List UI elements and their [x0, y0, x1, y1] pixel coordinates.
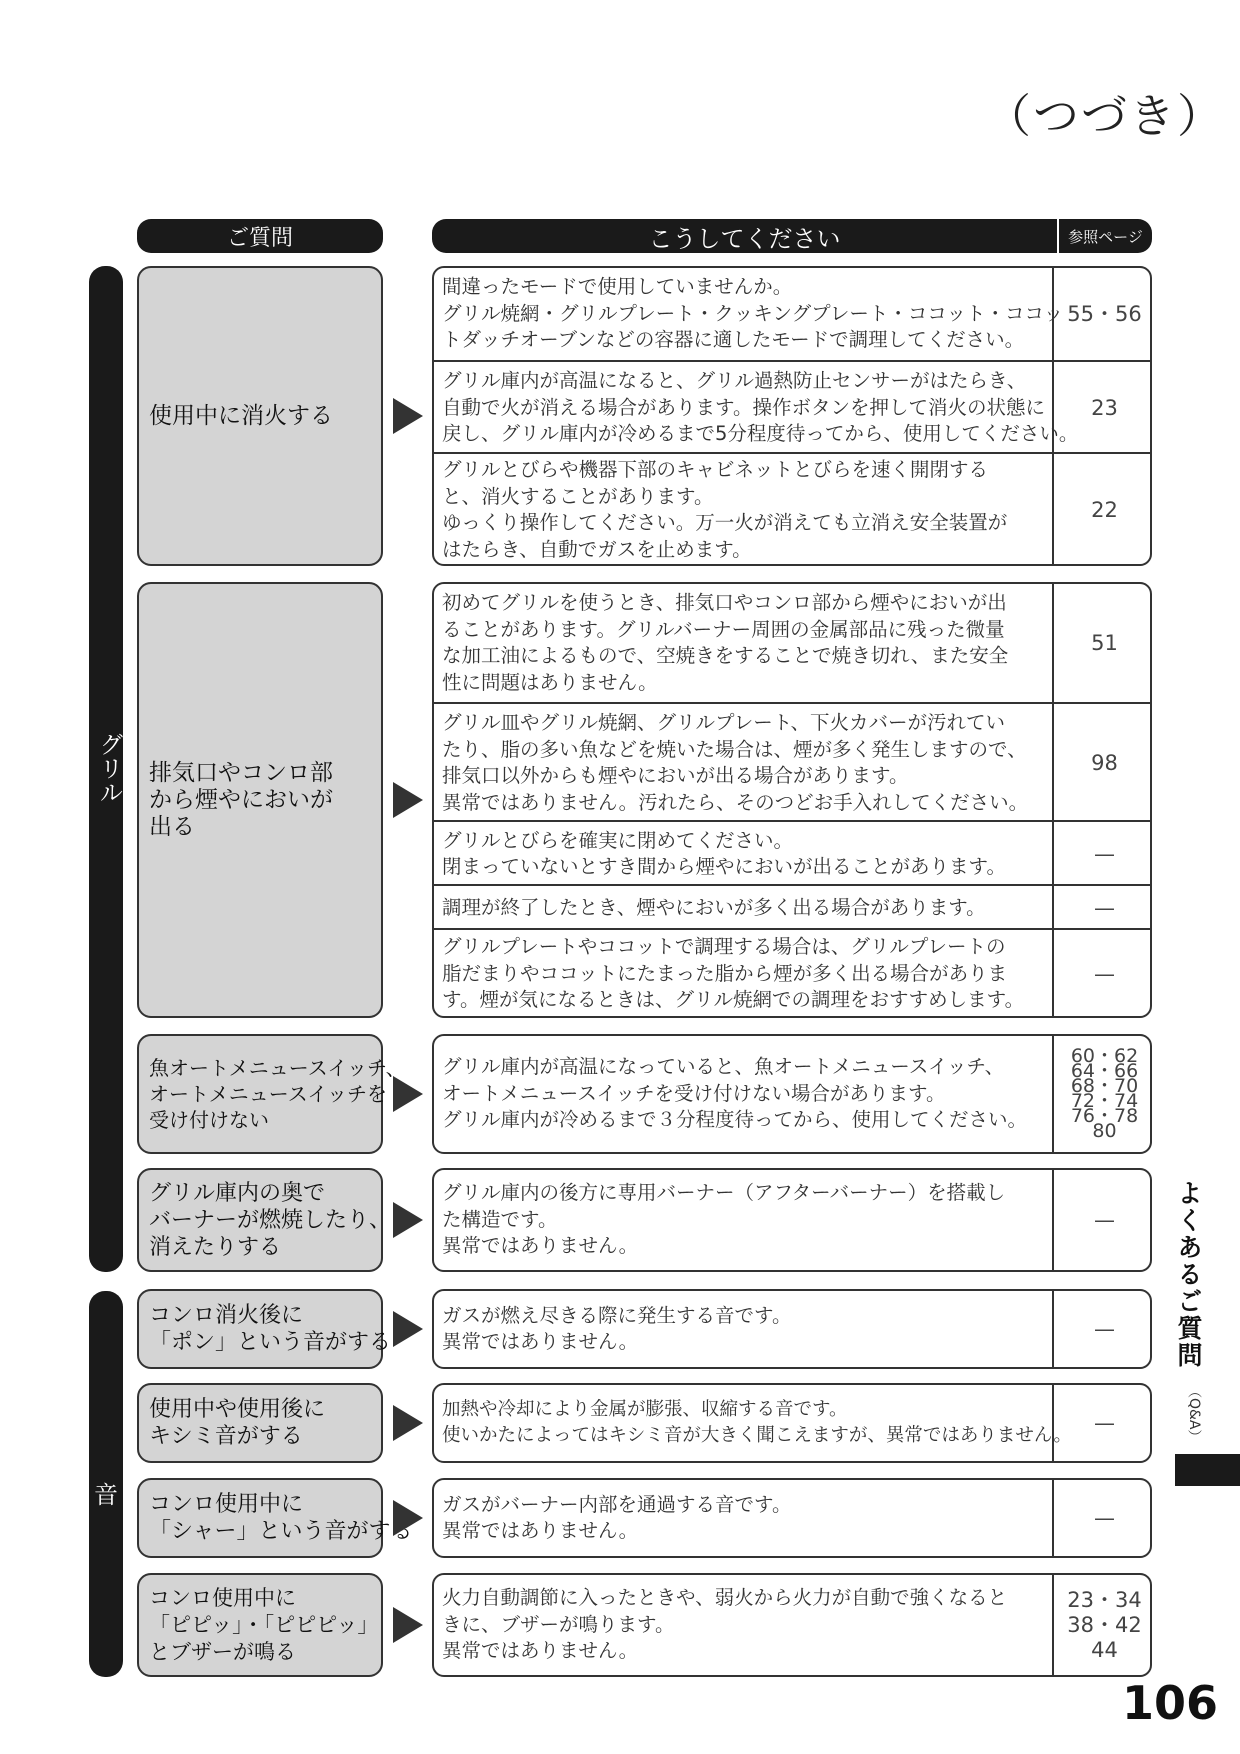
answer-text: グリルプレートやココットで調理する場合は、グリルプレートの 脂だまりやココットにたまった脂から煙が多く出る場合がありま す。煙が気になるときは、グリル焼網での調理をおすすめします。: [442, 935, 1025, 1012]
question-text: 魚オートメニュースイッチ、 オートメニュースイッチを 受け付けない: [149, 1056, 406, 1132]
section-subtitle: （Q&A）: [1186, 1384, 1202, 1444]
answer-row: [434, 1575, 1150, 1675]
question-box: [137, 1168, 392, 1272]
category-sound: [89, 1291, 123, 1677]
answer-box: [432, 1383, 1152, 1463]
arrow-right-icon: [393, 1405, 423, 1441]
question-box: [137, 1383, 383, 1463]
ref-page: —: [1094, 841, 1115, 866]
question-box: [137, 266, 383, 566]
answer-text: 間違ったモードで使用していませんか。 グリル焼網・グリルプレート・クッキングプレート・ココット・ココッ トダッチオーブンなどの容器に適したモードで調理してください。: [442, 275, 1064, 352]
question-text: 使用中や使用後に キシミ音がする: [149, 1397, 326, 1449]
ref-page-header: 参照ページ: [1059, 219, 1152, 253]
question-box: [137, 1289, 392, 1369]
ref-page: —: [1094, 1316, 1115, 1341]
question-text: コンロ使用中に 「シャー」という音がする: [149, 1492, 413, 1544]
answer-box: [432, 1034, 1152, 1154]
answer-text: グリル庫内の後方に専用バーナー（アフターバーナー）を搭載し た構造です。 異常ではありません。: [442, 1181, 1006, 1258]
category-sound-label: 音: [94, 1481, 118, 1509]
answer-box: [432, 1168, 1152, 1272]
answer-text: グリルとびらを確実に閉めてください。 閉まっていないとすき間から煙やにおいが出ることがあります。: [442, 828, 1006, 878]
arrow-right-icon: [393, 782, 423, 818]
ref-page: —: [1094, 1207, 1115, 1232]
answer-row: [434, 268, 1150, 360]
answer-text: 初めてグリルを使うとき、排気口やコンロ部から煙やにおいが出 ることがあります。グリルバーナー周囲の金属部品に残った微量 な加工油によるもので、空焼きをすることで焼き切れ、また安全 性に問題はありません。: [442, 591, 1009, 694]
answer-row: [434, 1291, 1150, 1367]
question-header: ご質問: [137, 219, 383, 253]
answer-text: ガスが燃え尽きる際に発生する音です。 異常ではありません。: [442, 1303, 792, 1353]
answer-box: [432, 1478, 1152, 1558]
ref-page: 23・34 38・42 44: [1067, 1587, 1142, 1662]
answer-text: グリルとびらや機器下部のキャビネットとびらを速く開閉する と、消火することがあります。 ゆっくり操作してください。万一火が消えても立消え安全装置が はたらき、自動でガスを止めます。: [442, 458, 1008, 561]
question-text: コンロ消火後に 「ポン」という音がする: [149, 1303, 392, 1355]
answer-text: ガスがバーナー内部を通過する音です。 異常ではありません。: [442, 1492, 792, 1542]
ref-page: —: [1094, 895, 1115, 920]
arrow-right-icon: [393, 1202, 423, 1238]
ref-page: 55・56: [1067, 301, 1142, 326]
answer-text: グリル庫内が高温になっていると、魚オートメニュースイッチ、 オートメニュースイッチを受け付けない場合があります。 グリル庫内が冷めるまで３分程度待ってから、使用してください。: [442, 1055, 1028, 1132]
question-box: [137, 1478, 413, 1558]
question-text: 排気口やコンロ部 から煙やにおいが 出る: [149, 759, 333, 840]
answer-text: グリル皿やグリル焼網、グリルプレート、下火カバーが汚れてい たり、脂の多い魚などを焼いた場合は、煙が多く発生しますので、 排気口以外からも煙やにおいが出る場合があります。 異常ではありません。汚れたら、そのつどお手入れしてください。: [442, 711, 1029, 814]
arrow-right-icon: [393, 1500, 423, 1536]
answer-header: こうしてください: [432, 219, 1057, 253]
answer-row: [434, 584, 1150, 702]
section-tab-marker: [1175, 1454, 1240, 1486]
category-grill: [89, 266, 123, 1272]
answer-box: [432, 266, 1152, 566]
answer-box: [432, 582, 1152, 1018]
answer-text: 火力自動調節に入ったときや、弱火から火力が自動で強くなると きに、ブザーが鳴ります。 異常ではありません。: [442, 1586, 1008, 1663]
question-text: グリル庫内の奥で バーナーが燃焼したり、 消えたりする: [149, 1180, 392, 1260]
page-number: 106: [1122, 1676, 1219, 1730]
category-grill-label: グリル: [95, 732, 123, 804]
answer-row: [434, 1170, 1150, 1270]
arrow-right-icon: [393, 1311, 423, 1347]
ref-page: 22: [1091, 497, 1118, 522]
answer-row: [434, 1385, 1150, 1461]
answer-row: [434, 1036, 1150, 1152]
ref-page: —: [1094, 1410, 1115, 1435]
answer-text: 調理が終了したとき、煙やにおいが多く出る場合があります。: [442, 895, 986, 919]
answer-row: [434, 702, 1150, 822]
ref-page: 98: [1091, 750, 1118, 775]
question-box: [137, 1034, 406, 1154]
question-box: [137, 582, 383, 1018]
continued-label: （つづき）: [985, 89, 1225, 143]
answer-row: [434, 360, 1150, 454]
section-title: よくあるご質問: [1174, 1180, 1203, 1369]
answer-row: [434, 452, 1150, 566]
answer-text: 加熱や冷却により金属が膨張、収縮する音です。 使いかたによってはキシミ音が大きく聞こえますが、異常ではありません。: [442, 1398, 1072, 1446]
ref-page: 23: [1091, 395, 1118, 420]
arrow-right-icon: [393, 1607, 423, 1643]
ref-page: —: [1094, 1505, 1115, 1530]
answer-row: [434, 820, 1150, 886]
ref-page: 60・62 64・66 68・70 72・74 76・78 80: [1070, 1045, 1139, 1142]
answer-row: [434, 884, 1150, 930]
answer-box: [432, 1289, 1152, 1369]
ref-page: 51: [1091, 630, 1118, 655]
arrow-right-icon: [393, 398, 423, 434]
question-box: [137, 1573, 383, 1677]
answer-box: [432, 1573, 1152, 1677]
question-text: 使用中に消火する: [149, 402, 333, 429]
arrow-right-icon: [393, 1076, 423, 1112]
answer-text: グリル庫内が高温になると、グリル過熱防止センサーがはたらき、 自動で火が消える場合があります。操作ボタンを押して消火の状態に 戻し、グリル庫内が冷めるまで5分程度待ってから、使用してください。: [442, 369, 1079, 446]
answer-row: [434, 928, 1150, 1018]
ref-page: —: [1094, 961, 1115, 986]
answer-row: [434, 1480, 1150, 1556]
question-text: コンロ使用中に 「ピピッ」・「ピピピッ」 とブザーが鳴る: [149, 1585, 379, 1664]
